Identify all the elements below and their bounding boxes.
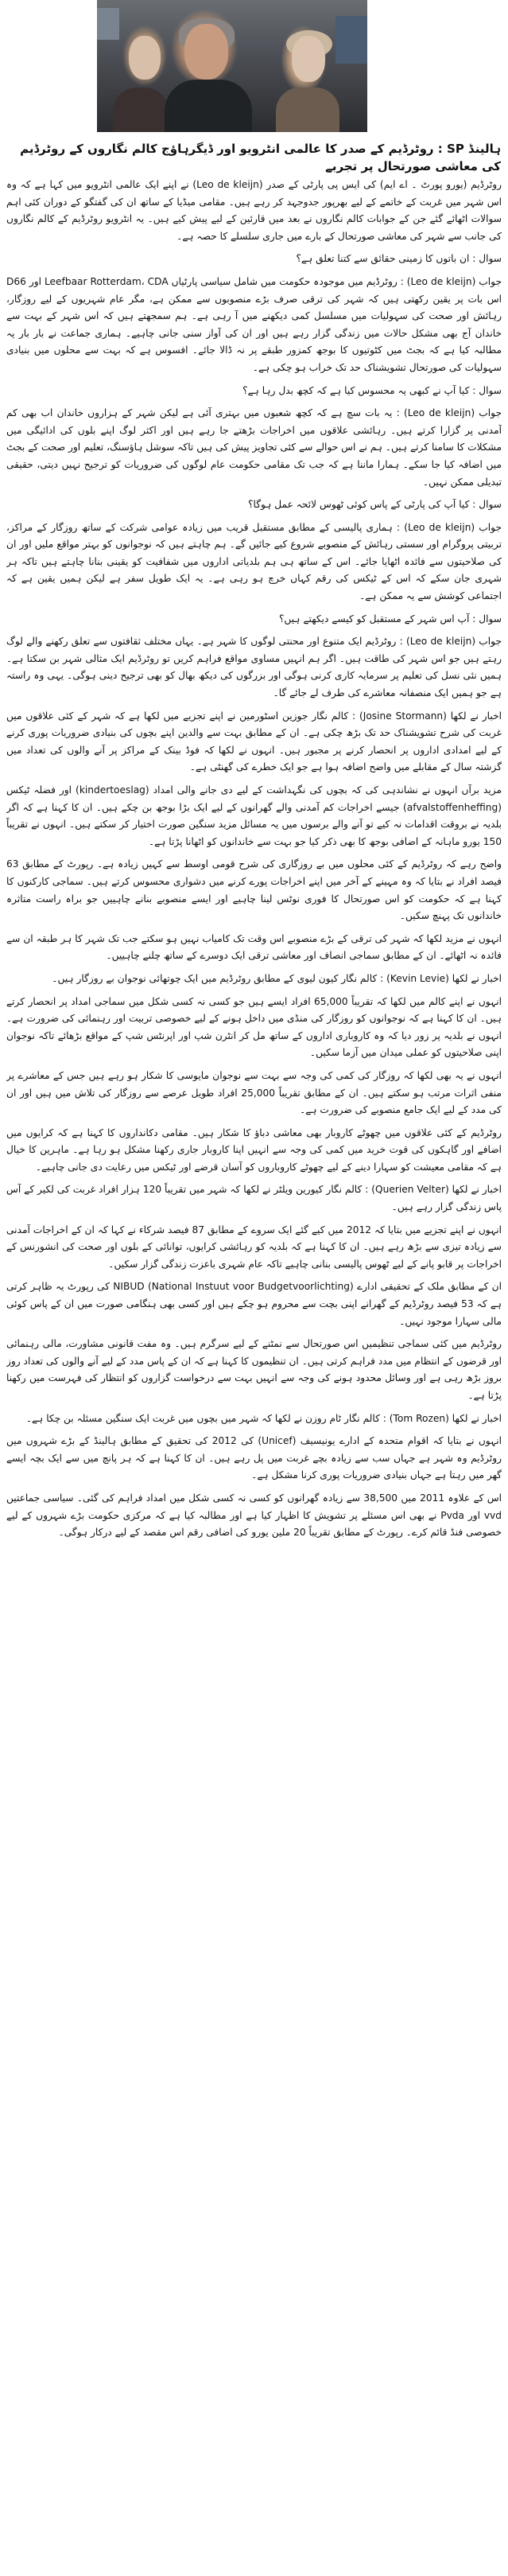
- article-paragraph: روٹرڈیم (یورو پورٹ ۔ اے ایم) کی ایس پی پارٹی کے صدر (Leo de kleijn) نے اپنے ایک عالمی انٹرویو میں کہا ہے کہ وہ اس شہر میں غربت کے خاتمے کے لیے بھرپور جدوجہد کر رہے ہیں۔ مقامی میڈیا کے ساتھ ان کی گفتگو کے دوران کئی اہم سوالات اٹھائے گئے جن کے جوابات کالم نگاروں نے بعد میں قارئین کے لیے پیش کیے ہیں۔ یہ انٹرویو روٹرڈیم کے کالم نگاروں کی جانب سے شہر کی معاشی صورتحال کے بارے میں جاری سلسلے کا حصہ ہے۔: [6, 179, 502, 242]
- article-paragraph: سوال : کیا آپ کی پارٹی کے پاس کوئی ٹھوس لائحہ عمل ہوگا؟: [248, 499, 502, 511]
- article-paragraph: مزید برآں انہوں نے نشاندہی کی کہ بچوں کی نگہداشت کے لیے دی جانے والی امداد (kindertoeslag) اور فضلہ ٹیکس (afvalstoffenheffing) جیسے اخراجات کم آمدنی والے گھرانوں کے لیے ایک بڑا بوجھ بن چکے ہیں۔ ان کا کہنا ہے کہ اگر بلدیہ نے بروقت اقدامات نہ کیے تو آنے والے برسوں میں یہ مسائل مزید سنگین صورت اختیار کر سکتے ہیں۔ انہوں نے تقریباً 150 یورو ماہانہ کے اضافی بوجھ کا بھی ذکر کیا جو بہت سے خاندانوں کو اٹھانا پڑتا ہے۔: [6, 784, 502, 847]
- article-paragraph: اخبار نے لکھا (Tom Rozen) : کالم نگار ٹام روزن نے لکھا کہ شہر میں بچوں میں غربت ایک سنگین مسئلہ بن چکا ہے۔: [25, 1412, 502, 1424]
- article-paragraph: اخبار نے لکھا (Kevin Levie) : کالم نگار کیون لیوی کے مطابق روٹرڈیم میں ایک چوتھائی نوجوان بے روزگار ہیں۔: [52, 972, 502, 984]
- article-paragraph: سوال : آپ اس شہر کے مستقبل کو کیسے دیکھتے ہیں؟: [278, 613, 502, 625]
- article-paragraph: انہوں نے یہ بھی لکھا کہ روزگار کی کمی کی وجہ سے بہت سے نوجوان مایوسی کا شکار ہو رہے ہیں جس کے معاشرے پر منفی اثرات مرتب ہو سکتے ہیں۔ ان کے مطابق تقریباً 25,000 افراد طویل عرصے سے روزگار کی تلاش میں ہیں اور ان کی مدد کے لیے ایک جامع منصوبے کی ضرورت ہے۔: [6, 1069, 502, 1116]
- news-photo: [97, 0, 367, 132]
- article-paragraph: انہوں نے مزید لکھا کہ شہر کی ترقی کے بڑے منصوبے اس وقت تک کامیاب نہیں ہو سکتے جب تک شہر کا ہر طبقہ ان سے فائدہ نہ اٹھائے۔ ان کے مطابق سماجی انصاف اور معاشی ترقی ایک دوسرے کے ساتھ چلنے چاہییں۔: [6, 932, 502, 962]
- article-paragraph: روٹرڈیم میں کئی سماجی تنظیمیں اس صورتحال سے نمٹنے کے لیے سرگرم ہیں۔ وہ مفت قانونی مشاورت، مالی رہنمائی اور قرضوں کے انتظام میں مدد فراہم کرتی ہیں۔ ان تنظیموں کا کہنا ہے کہ ان کے پاس مدد کے لیے آنے والوں کی تعداد روز بروز بڑھ رہی ہے اور وسائل محدود ہونے کی وجہ سے انہیں بہت سے درخواست گزاروں کو انتظار کی فہرست میں رکھنا پڑتا ہے۔: [6, 1338, 502, 1401]
- article-paragraph: انہوں نے اپنے تجزیے میں بتایا کہ 2012 میں کیے گئے ایک سروے کے مطابق 87 فیصد شرکاء نے کہا کہ ان کے اخراجات آمدنی سے زیادہ تیزی سے بڑھ رہے ہیں۔ ان کا کہنا ہے کہ بلدیہ کو رہائشی کرایوں، توانائی کے بلوں اور صحت کی انشورنس کے اخراجات پر قابو پانے کے لیے ٹھوس پالیسی بنانی چاہیے تاکہ عام شہری باعزت زندگی گزار سکیں۔: [6, 1224, 502, 1270]
- article-paragraph: اخبار نے لکھا (Querien Velter) : کالم نگار کیورین ویلٹر نے لکھا کہ شہر میں تقریباً 120 ہزار افراد غربت کی لکیر کے آس پاس زندگی گزار رہے ہیں۔: [6, 1184, 502, 1213]
- article-paragraph: سوال : کیا آپ نے کبھی یہ محسوس کیا ہے کہ کچھ بدل رہا ہے؟: [242, 384, 502, 396]
- article-paragraph: جواب (Leo de kleijn) : یہ بات سچ ہے کہ کچھ شعبوں میں بہتری آئی ہے لیکن شہر کے ہزاروں خاندان اب بھی کم آمدنی پر گزارا کرتے ہیں۔ رہائشی علاقوں میں اخراجات بڑھتے جا رہے ہیں اور اکثر لوگ اپنے بلوں کی ادائیگی میں مشکلات کا سامنا کرتے ہیں۔ ہم نے اس حوالے سے کئی تجاویز پیش کی ہیں تاکہ سوشل ہاؤسنگ، تعلیم اور صحت کے بجٹ میں اضافہ کیا جا سکے۔ ہمارا ماننا ہے کہ جب تک مقامی حکومت عام لوگوں کی ضروریات کو ترجیح نہیں دیتی، حقیقی تبدیلی ممکن نہیں۔: [6, 407, 502, 488]
- article-paragraph: ان کے مطابق ملک کے تحقیقی ادارے (National Instuut voor Budgetvoorlichting) NIBUD کی رپورٹ یہ ظاہر کرتی ہے کہ 53 فیصد روٹرڈیم کے گھرانے اپنی بچت سے محروم ہو چکے ہیں اور کسی بھی ہنگامی صورت میں ان کے پاس کوئی مالی سہارا موجود نہیں۔: [6, 1281, 502, 1327]
- article-paragraph: روٹرڈیم کے کئی علاقوں میں چھوٹے کاروبار بھی معاشی دباؤ کا شکار ہیں۔ مقامی دکانداروں کا کہنا ہے کہ کرایوں میں اضافے اور گاہکوں کی قوت خرید میں کمی کی وجہ سے انہیں اپنا کاروبار جاری رکھنا مشکل ہو رہا ہے۔ ماہرین کا خیال ہے کہ مقامی معیشت کو سہارا دینے کے لیے چھوٹے کاروباروں کو آسان قرضے اور ٹیکس میں رعایت دی جانی چاہیے۔: [6, 1127, 502, 1173]
- article-paragraph: واضح رہے کہ روٹرڈیم کے کئی محلوں میں بے روزگاری کی شرح قومی اوسط سے کہیں زیادہ ہے۔ رپورٹ کے مطابق 63 فیصد افراد نے بتایا کہ وہ مہینے کے آخر میں اپنے اخراجات پورے کرنے میں دشواری محسوس کرتے ہیں۔ سماجی کارکنوں کا کہنا ہے کہ حکومت کو اس صورتحال کا فوری نوٹس لینا چاہیے اور ایسے منصوبے بنانے چاہییں جو براہ راست متاثرہ خاندانوں تک پہنچ سکیں۔: [6, 858, 502, 922]
- article-paragraph: جواب (Leo de kleijn) : روٹرڈیم ایک متنوع اور محنتی لوگوں کا شہر ہے۔ یہاں مختلف ثقافتوں سے تعلق رکھنے والے لوگ رہتے ہیں جو اس شہر کی طاقت ہیں۔ اگر ہم انہیں مساوی مواقع فراہم کریں تو روٹرڈیم ایک مثالی شہر بن سکتا ہے۔ ہمیں نئی نسل کی تعلیم پر سرمایہ کاری کرنی ہوگی اور بزرگوں کی دیکھ بھال کو بھی ترجیح دینی ہوگی۔ یہی وہ راستہ ہے جو ہمیں ایک منصفانہ معاشرے کی طرف لے جائے گا۔: [6, 636, 502, 699]
- article-paragraph: اخبار نے لکھا (Josine Stormann) : کالم نگار جوزین اسٹورمین نے اپنے تجزیے میں لکھا ہے کہ شہر کے کئی علاقوں میں غربت کی شرح تشویشناک حد تک بڑھ چکی ہے۔ ان کے مطابق بہت سے والدین اپنے بچوں کی بنیادی ضروریات پوری کرنے کے لیے امدادی اداروں پر انحصار کرنے پر مجبور ہیں۔ انہوں نے لکھا کہ فوڈ بینک کے مراکز پر آنے والوں کی تعداد میں گزشتہ سال کے مقابلے میں واضح اضافہ ہوا ہے جو ایک خطرے کی گھنٹی ہے۔: [6, 710, 502, 773]
- article-paragraph: جواب (Leo de kleijn) : ہماری پالیسی کے مطابق مستقبل قریب میں زیادہ عوامی شرکت کے ساتھ روزگار کے مراکز، تربیتی پروگرام اور سستی رہائش کے منصوبے شروع کیے جائیں گے۔ ہم چاہتے ہیں کہ نوجوانوں کو بہتر مواقع ملیں اور ان کی صلاحیتوں سے فائدہ اٹھایا جائے۔ اس کے ساتھ ہی ہم بلدیاتی اداروں میں شفافیت کو یقینی بنانا چاہتے ہیں تاکہ ہر شہری جان سکے کہ اس کے ٹیکس کی رقم کہاں خرچ ہو رہی ہے۔ یہ ایک طویل سفر ہے لیکن ہمیں یقین ہے کہ اجتماعی کوشش سے یہ ممکن ہے۔: [6, 521, 502, 602]
- article-headline: ہالینڈ SP : روٹرڈیم کے صدر کا عالمی انٹرویو اور ڈیگرہاؤج کالم نگاروں کے روٹرڈیم کی معاشی صورتحال پر تجربے: [20, 142, 501, 173]
- article-body: [6, 177, 502, 2571]
- article-paragraph: انہوں نے بتایا کہ اقوام متحدہ کے ادارے یونیسیف (Unicef) کی 2012 کی تحقیق کے مطابق ہالینڈ کے بڑے شہروں میں روٹرڈیم وہ شہر ہے جہاں سب سے زیادہ بچے غربت میں پل رہے ہیں۔ ان کا کہنا ہے کہ ہر پانچ میں سے ایک بچہ ایسے گھر میں رہتا ہے جہاں بنیادی ضروریات پوری کرنا مشکل ہے۔: [6, 1435, 502, 1481]
- article-paragraph: اس کے علاوہ 2011 میں 38,500 سے زیادہ گھرانوں کو کسی نہ کسی شکل میں امداد فراہم کی گئی۔ سیاسی جماعتیں vvd اور Pvda نے بھی اس مسئلے پر تشویش کا اظہار کیا ہے اور مطالبہ کیا ہے کہ مرکزی حکومت بڑے شہروں کے لیے خصوصی فنڈ قائم کرے۔ رپورٹ کے مطابق تقریباً 20 ملین یورو کی اضافی رقم اس مقصد کے لیے درکار ہوگی۔: [6, 1492, 502, 1539]
- article-paragraph: جواب (Leo de kleijn) : روٹرڈیم میں موجودہ حکومت میں شامل سیاسی پارٹیاں Leefbaar Rotterdam، CDA اور D66 اس بات پر یقین رکھتی ہیں کہ شہر کی ترقی صرف بڑے منصوبوں سے ممکن ہے، مگر عام شہریوں کے لیے روزگار، رہائش اور صحت کی سہولیات میں مسلسل کمی دیکھنے میں آ رہی ہے۔ ہم سمجھتے ہیں کہ اس شہر کے بہت سے خاندان آج بھی مشکل حالات میں زندگی گزار رہے ہیں اور ان کی آواز سنی جانی چاہیے۔ ہماری جماعت نے بار بار یہ مطالبہ کیا ہے کہ بجٹ میں کٹوتیوں کا بوجھ کمزور طبقے پر نہ ڈالا جائے۔ افسوس ہے کہ بہت سے محلوں میں بنیادی سہولیات کی صورتحال تشویشناک حد تک خراب ہو چکی ہے۔: [6, 275, 502, 373]
- article-paragraph: انہوں نے اپنے کالم میں لکھا کہ تقریباً 65,000 افراد ایسے ہیں جو کسی نہ کسی شکل میں سماجی امداد پر انحصار کرتے ہیں۔ ان کا کہنا ہے کہ نوجوانوں کو روزگار کی منڈی میں داخل ہونے کے لیے خصوصی تربیت اور رہنمائی کی ضرورت ہے۔ انہوں نے بلدیہ پر زور دیا کہ وہ کاروباری اداروں کے ساتھ مل کر انٹرن شپ اور اپرنٹس شپ کے مواقع بڑھائے تاکہ نوجوان اپنی صلاحیتوں کو عملی میدان میں آزما سکیں۔: [6, 995, 502, 1059]
- article-paragraph: سوال : ان باتوں کا زمینی حقائق سے کتنا تعلق ہے؟: [296, 253, 502, 265]
